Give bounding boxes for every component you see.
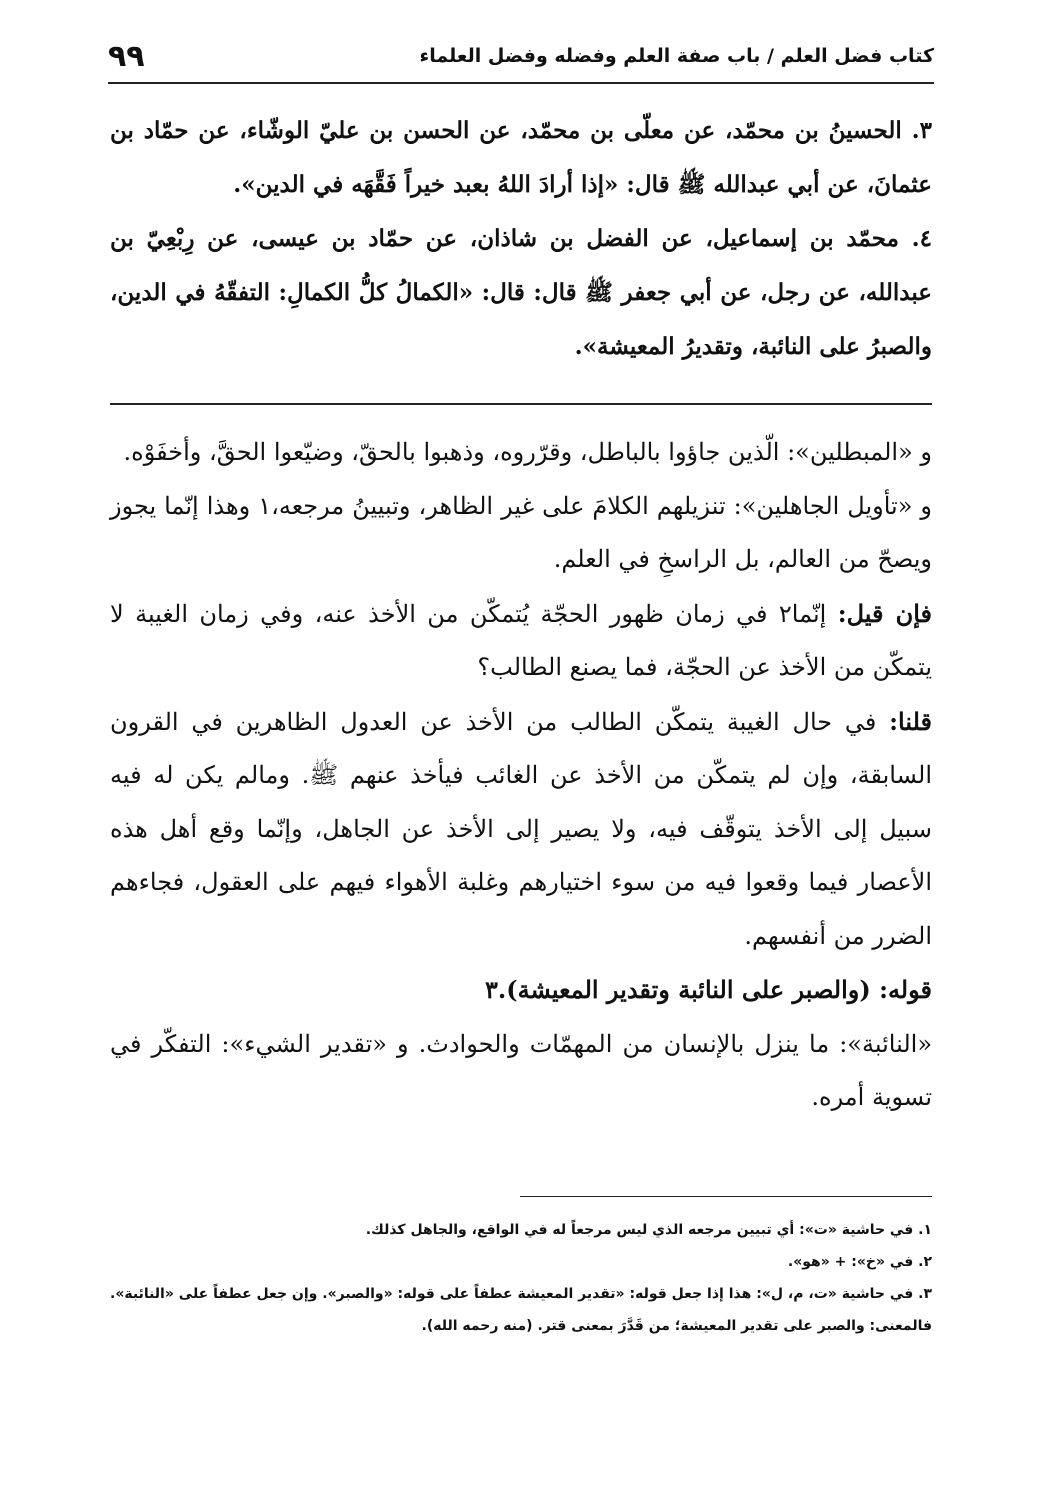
commentary-paragraph-1: و «المبطلين»: الّذين جاؤوا بالباطل، وقرّروه، وذهبوا بالحقّ، وضيّعوا الحقَّ، وأخفَوْه. bbox=[123, 438, 932, 466]
footnote-3: ٣. في حاشية «ت، م، ل»: هذا إذا جعل قوله: «تقدير المعيشة عطفاً على قوله: «والصبر». وإن جعل عطفاً على «النائبة». فالمعنى: والصبر على تقدير المعيشة؛ من قَدَّرَ بمعنى قتر. (منه رحمه الله). bbox=[110, 1286, 932, 1334]
objection-text: إنّما٢ في زمان ظهور الحجّة يُتمكّن من الأخذ عنه، وفي زمان الغيبة لا يتمكّن من الأخذ عن الحجّة، فما يصنع الطالب؟ bbox=[110, 599, 932, 681]
commentary-paragraph-5 bbox=[110, 963, 932, 1018]
quote-label: قوله: bbox=[879, 975, 932, 1004]
commentary-paragraph-3 bbox=[110, 587, 932, 695]
hadith-3: ٣. الحسينُ بن محمّد، عن معلّى بن محمّد، عن الحسن بن عليّ الوشّاء، عن حمّاد بن عثمانَ، عن أبي عبدالله ﷺ قال: «إذا أرادَ اللهُ بعبد خيراً فَقَّهَه في الدين». bbox=[110, 117, 932, 198]
header-title: كتاب فضل العلم / باب صفة العلم وفضله وفضل العلماء bbox=[419, 45, 934, 67]
commentary-paragraph-6: «النائبة»: ما ينزل بالإنسان من المهمّات والحوادث. و «تقدير الشيء»: التفكّر في تسوية أمره. bbox=[110, 1029, 932, 1111]
reply-text: في حال الغيبة يتمكّن الطالب من الأخذ عن العدول الظاهرين في القرون السابقة، وإن لم يتمكّن من الأخذ عن الغائب فيأخذ عنهم ﷺ. ومالم يكن له فيه سبيل إلى الأخذ يتوقّف فيه، ولا يصير إلى الأخذ عن الجاهل، وإنّما وقع أهل هذه الأعصار فيما وقعوا فيه من سوء اختيارهم وغلبة الأهواء فيهم على العقول، فجاءهم الضرر من أنفسهم. bbox=[110, 707, 932, 950]
footnote-divider bbox=[520, 1196, 932, 1197]
hadith-section bbox=[110, 104, 932, 374]
quote-text: (والصبر على النائبة وتقدير المعيشة).٣ bbox=[485, 975, 880, 1004]
running-header bbox=[108, 30, 934, 84]
objection-label: فإن قيل: bbox=[837, 598, 932, 628]
hadith-4: ٤. محمّد بن إسماعيل، عن الفضل بن شاذان، عن حمّاد بن عيسى، عن رِبْعِيّ بن عبدالله، عن رجل، عن أبي جعفر ﷺ قال: قال: «الكمالُ كلُّ الكمالِ: التفقّهُ في الدين، والصبرُ على النائبة، وتقديرُ المعيشة». bbox=[110, 225, 932, 360]
footnote-1: ١. في حاشية «ت»: أي تبيين مرجعه الذي ليس مرجعاً له في الواقع، والجاهل كذلك. bbox=[365, 1222, 932, 1238]
commentary-paragraph-4 bbox=[110, 695, 932, 964]
commentary-paragraph-2: و «تأويل الجاهلين»: تنزيلهم الكلامَ على غير الظاهر، وتبيينُ مرجعه،١ وهذا إنّما يجوز ويصحّ من العالم، بل الراسخِ في العلم. bbox=[110, 491, 932, 573]
footnotes-section bbox=[110, 1214, 932, 1342]
page-number: ٩٩ bbox=[108, 38, 145, 74]
footnote-2: ٢. في «خ»: + «هو». bbox=[787, 1254, 932, 1270]
section-divider bbox=[110, 403, 932, 405]
commentary-section bbox=[110, 426, 932, 1125]
reply-label: قلنا: bbox=[889, 706, 932, 736]
